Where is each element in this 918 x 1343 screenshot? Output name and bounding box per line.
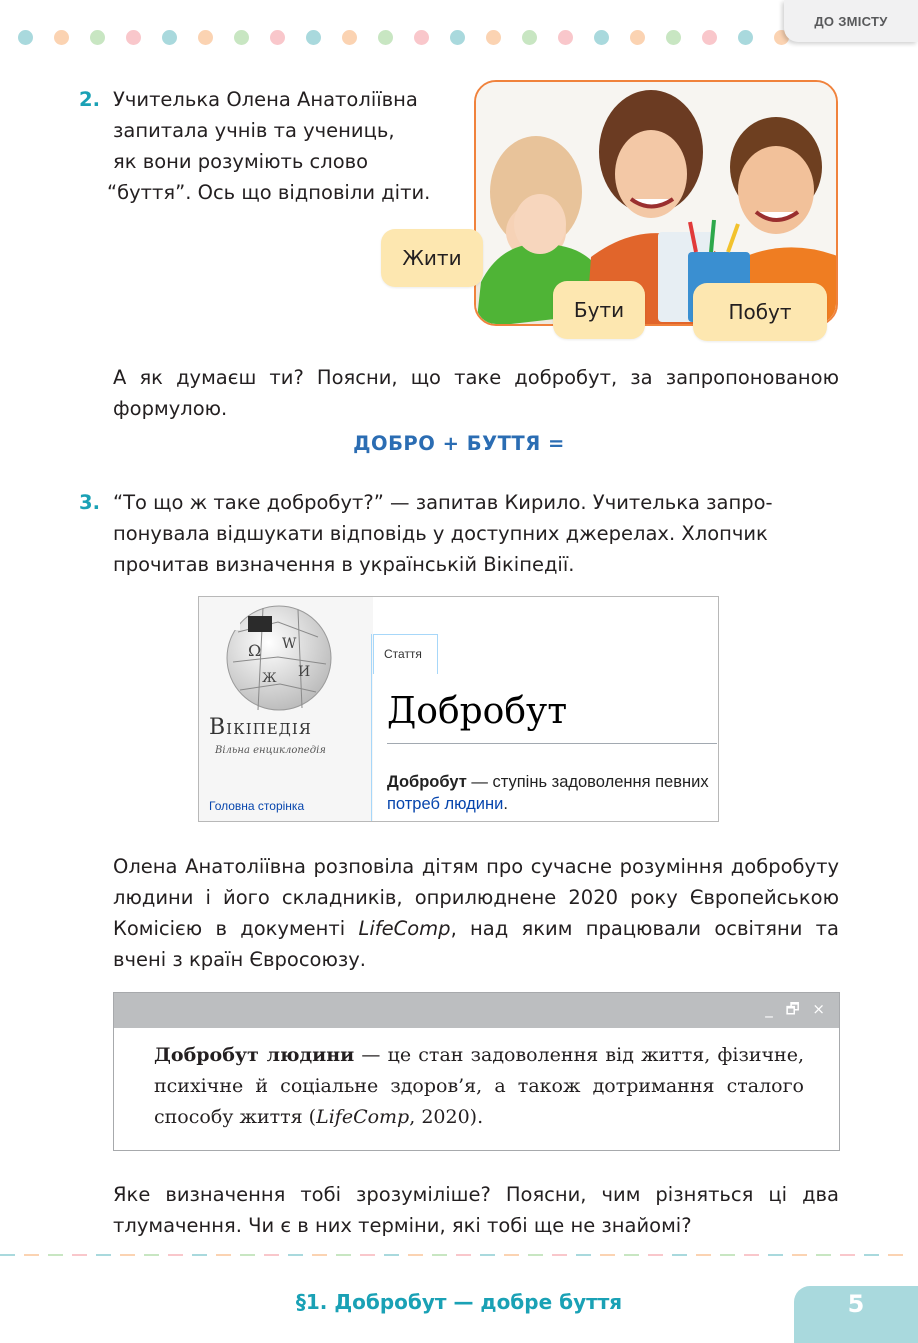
decorative-dash	[432, 1254, 447, 1256]
decorative-dot	[270, 30, 285, 45]
decorative-dash	[144, 1254, 159, 1256]
decorative-dot	[18, 30, 33, 45]
bubble-text-pobut: Побут	[728, 300, 792, 324]
decorative-dot	[450, 30, 465, 45]
decorative-dash	[0, 1254, 15, 1256]
paragraph-doc-name: LifeComp	[358, 917, 451, 940]
decorative-dot	[378, 30, 393, 45]
closing-question: Яке визначення тобі зрозуміліше? Поясни, чим різняться ці два тлумачення. Чи є в них терміни, які тобі ще не знайомі?	[113, 1183, 839, 1237]
decorative-dash	[72, 1254, 87, 1256]
task-number-2: 2.	[79, 88, 100, 111]
decorative-dash	[240, 1254, 255, 1256]
decorative-dash	[264, 1254, 279, 1256]
decorative-dash	[864, 1254, 879, 1256]
wiki-main-page-link[interactable]: Головна сторінка	[209, 799, 305, 813]
paragraph-text-2: , над яким працювали освітяни та вчені з країн Євросоюзу.	[113, 917, 839, 971]
task-number-3: 3.	[79, 491, 100, 514]
decorative-dash	[312, 1254, 327, 1256]
task2-line-3: як вони розуміють слово	[113, 150, 369, 173]
decorative-dash	[648, 1254, 663, 1256]
definition-text	[154, 1040, 804, 1133]
decorative-dot	[414, 30, 429, 45]
paragraph-text-1: Олена Анатоліївна розповіла дітям про сучасне розуміння добробуту людини і його складників, оприлюднене 2020 року Європейською Комісією в документі	[113, 855, 839, 940]
task2-line-1: Учителька Олена Анатоліївна	[113, 88, 418, 111]
formula: ДОБРО + БУТТЯ =	[353, 432, 565, 455]
decorative-dot	[234, 30, 249, 45]
wiki-title-divider	[387, 743, 717, 744]
decorative-dash	[96, 1254, 111, 1256]
decorative-dash	[408, 1254, 423, 1256]
decorative-dash	[816, 1254, 831, 1256]
svg-text:W: W	[282, 636, 297, 652]
decorative-dash	[168, 1254, 183, 1256]
decorative-dash	[528, 1254, 543, 1256]
decorative-dot	[630, 30, 645, 45]
decorative-dot	[162, 30, 177, 45]
decorative-dot	[90, 30, 105, 45]
decorative-dash	[192, 1254, 207, 1256]
decorative-dash	[552, 1254, 567, 1256]
decorative-dot	[666, 30, 681, 45]
page-number: 5	[794, 1286, 918, 1343]
decorative-dot	[486, 30, 501, 45]
decorative-dot	[342, 30, 357, 45]
wiki-content-border	[371, 634, 372, 822]
decorative-dash	[120, 1254, 135, 1256]
decorative-dash	[336, 1254, 351, 1256]
svg-text:И: И	[298, 664, 311, 680]
task2-line-2: запитала учнів та учениць,	[113, 119, 395, 142]
wiki-tab-article[interactable]: Стаття	[373, 634, 438, 674]
wiki-definition	[387, 771, 712, 815]
wikipedia-globe-logo	[218, 602, 341, 712]
window-controls-icon[interactable]: _ 🗗 ×	[765, 1000, 829, 1018]
decorative-dot	[126, 30, 141, 45]
wikipedia-screenshot	[198, 596, 719, 822]
decorative-dash	[288, 1254, 303, 1256]
wiki-article	[371, 597, 719, 821]
definition-body: — це стан задоволення від життя, фізичне, психічне й соціальне здоров’я, а також дотримання сталого способу життя (	[154, 1044, 804, 1128]
decorative-dash	[600, 1254, 615, 1256]
decorative-dash	[624, 1254, 639, 1256]
decorative-dot	[306, 30, 321, 45]
bubble-text-buty: Бути	[573, 298, 625, 322]
svg-text:Ж: Ж	[262, 671, 277, 686]
decorative-dot	[198, 30, 213, 45]
wiki-term: Добробут	[387, 773, 467, 791]
decorative-dot	[702, 30, 717, 45]
decorative-dash	[576, 1254, 591, 1256]
decorative-dots-row	[18, 30, 798, 46]
task3-line-3: прочитав визначення в українській Вікіпедії.	[113, 553, 575, 576]
speech-bubble-zhyty	[381, 229, 483, 287]
decorative-dot	[594, 30, 609, 45]
decorative-dash	[456, 1254, 471, 1256]
decorative-dot	[738, 30, 753, 45]
decorative-dash	[480, 1254, 495, 1256]
wiki-sidebar	[199, 597, 373, 821]
decorative-dash	[216, 1254, 231, 1256]
decorative-dot	[522, 30, 537, 45]
decorative-dash	[888, 1254, 903, 1256]
definition-source: LifeComp	[316, 1106, 410, 1128]
decorative-dash	[840, 1254, 855, 1256]
decorative-dot	[558, 30, 573, 45]
definition-window	[113, 992, 840, 1151]
decorative-dash	[696, 1254, 711, 1256]
decorative-dash	[672, 1254, 687, 1256]
wiki-needs-link[interactable]: потреб людини	[387, 795, 504, 813]
decorative-dash	[48, 1254, 63, 1256]
task2-question: А як думаєш ти? Поясни, що таке добробут, за запропонованою формулою.	[113, 366, 839, 420]
decorative-dash	[384, 1254, 399, 1256]
wikipedia-tagline: Вільна енциклопедія	[215, 745, 326, 756]
window-titlebar	[114, 993, 839, 1028]
decorative-dash	[744, 1254, 759, 1256]
decorative-dot	[54, 30, 69, 45]
footer-dashed-divider	[0, 1254, 918, 1258]
task2-line-4: “буття”. Ось що відповіли діти.	[107, 181, 431, 204]
speech-bubble-buty	[553, 281, 645, 339]
section-title: §1. Добробут — добре буття	[295, 1290, 623, 1314]
decorative-dash	[792, 1254, 807, 1256]
decorative-dash	[768, 1254, 783, 1256]
wiki-def-text: — ступінь задоволення певних	[466, 773, 709, 791]
svg-text:Ω: Ω	[248, 641, 262, 660]
lifecomp-paragraph	[113, 851, 839, 975]
wiki-def-end: .	[503, 795, 508, 813]
task3-line-1: “То що ж таке добробут?” — запитав Кирило. Учителька запро-	[113, 491, 773, 514]
decorative-dash	[360, 1254, 375, 1256]
definition-term: Добробут людини	[154, 1044, 355, 1066]
decorative-dash	[504, 1254, 519, 1256]
task3-line-2: понувала відшукати відповідь у доступних джерелах. Хлопчик	[113, 522, 768, 545]
wiki-article-title: Добробут	[387, 691, 568, 732]
speech-bubble-pobut	[693, 283, 827, 341]
decorative-dash	[24, 1254, 39, 1256]
definition-year: , 2020).	[409, 1106, 484, 1128]
wikipedia-wordmark: Вікіпедія	[209, 715, 312, 740]
decorative-dash	[720, 1254, 735, 1256]
table-of-contents-button[interactable]: ДО ЗМІСТУ	[784, 0, 918, 42]
bubble-text-zhyty: Жити	[402, 246, 462, 270]
